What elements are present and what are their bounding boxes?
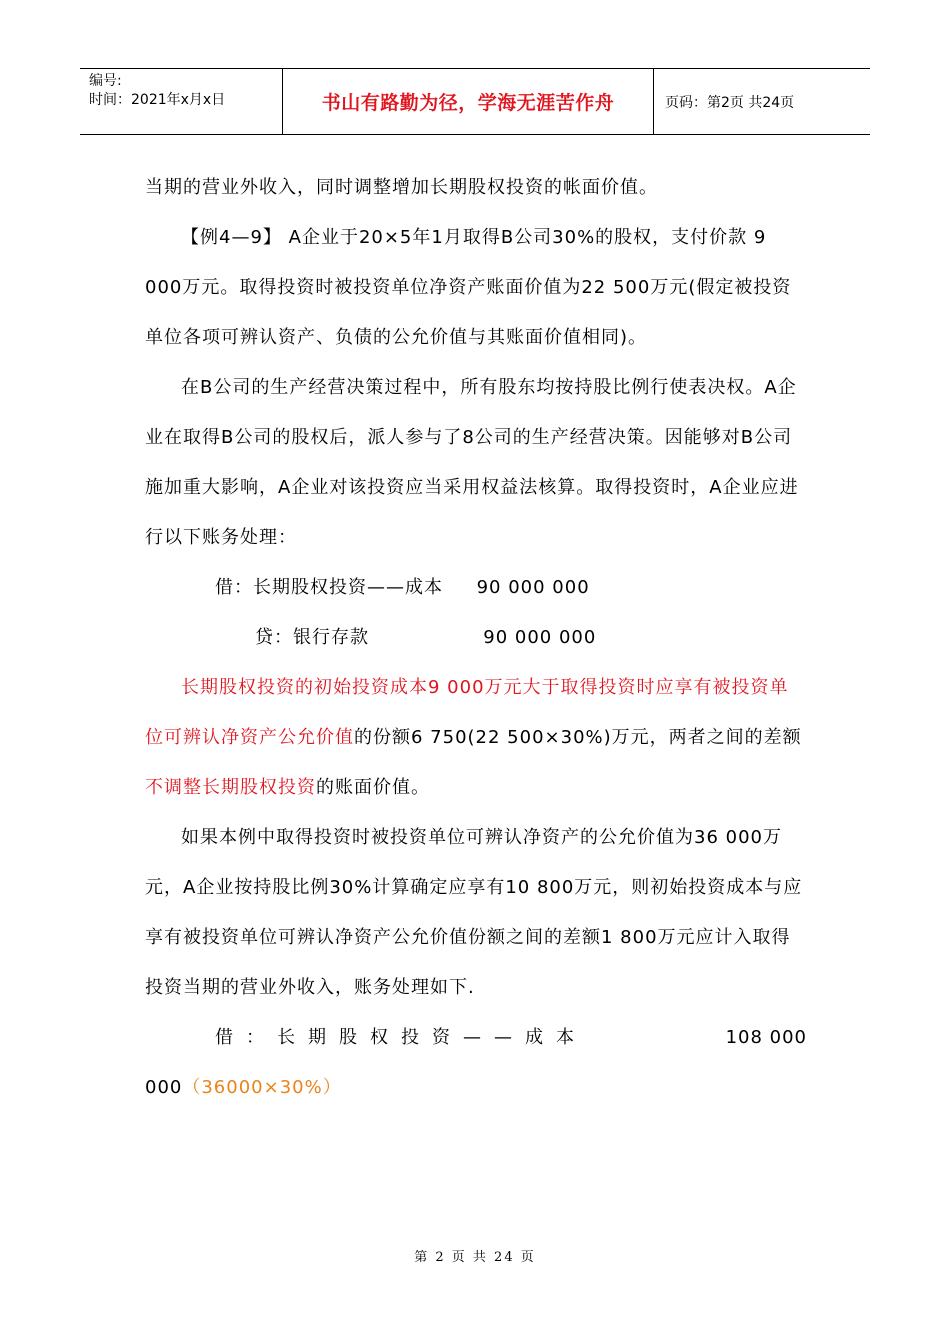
paragraph-3: 在B公司的生产经营决策过程中，所有股东均按持股比例行使表决权。A企业在取得B公司的股权后，派人参与了8公司的生产经营决策。因能够对B公司施加重大影响，A企业对该投资应当采用权益法核算。取得投资时，A企业应进行以下账务处理： — [145, 377, 799, 548]
header-page-label: 页码：第2页 共24页 — [665, 94, 795, 111]
number-label: 编号: — [89, 73, 122, 89]
page-header — [80, 68, 870, 135]
journal-entry-debit-2-account: 借：长期股权投资——成本 — [215, 1027, 587, 1048]
paragraph-1: 当期的营业外收入，同时调整增加长期股权投资的帐面价值。 — [145, 177, 658, 198]
time-label: 时间：2021年x月x日 — [89, 92, 226, 108]
header-info — [80, 69, 282, 134]
paragraph-4 — [145, 663, 807, 813]
paragraph-5: 如果本例中取得投资时被投资单位可辨认净资产的公允价值为36 000万元，A企业按持股比例30%计算确定应享有10 800万元，则初始投资成本与应享有被投资单位可辨认净资产公允价值份额之间的差额1 800万元应计入取得投资当期的营业外收入，账务处理如下. — [145, 827, 803, 998]
paragraph-4-middle: 的份额6 750(22 500×30%)万元，两者之间的差额 — [354, 727, 802, 748]
journal-entry-debit-2 — [145, 1013, 807, 1063]
journal-entry-debit-1: 借：长期股权投资——成本 90 000 000 — [215, 577, 590, 598]
paragraph-4-end: 的账面价值。 — [316, 777, 430, 798]
document-body — [145, 163, 807, 1113]
journal-entry-debit-2-amount: 108 000 — [725, 1027, 807, 1048]
header-motto: 书山有路勤为径，学海无涯苦作舟 — [282, 69, 654, 134]
paragraph-example: 【例4—9】 A企业于20×5年1月取得B公司30%的股权，支付价款 9 000万元。取得投资时被投资单位净资产账面价值为22 500万元(假定被投资单位各项可辨认资产、负债的公允价值与其账面价值相同)。 — [145, 227, 792, 348]
journal-entry-credit-1: 贷：银行存款 90 000 000 — [255, 627, 597, 648]
highlight-no-adjustment: 不调整长期股权投资 — [145, 777, 316, 798]
journal-entry-debit-2-continued — [145, 1063, 807, 1113]
page-footer: 第 2 页 共 24 页 — [414, 1250, 536, 1265]
journal-entry-amount-continued: 000 — [145, 1077, 183, 1098]
journal-entry-note: （36000×30%） — [182, 1077, 342, 1098]
highlight-initial-cost: 长期股权投资的初始投资成本9 000万元大于取得投资时应享有被投资单位可辨认净资产公允价值 — [145, 677, 789, 748]
